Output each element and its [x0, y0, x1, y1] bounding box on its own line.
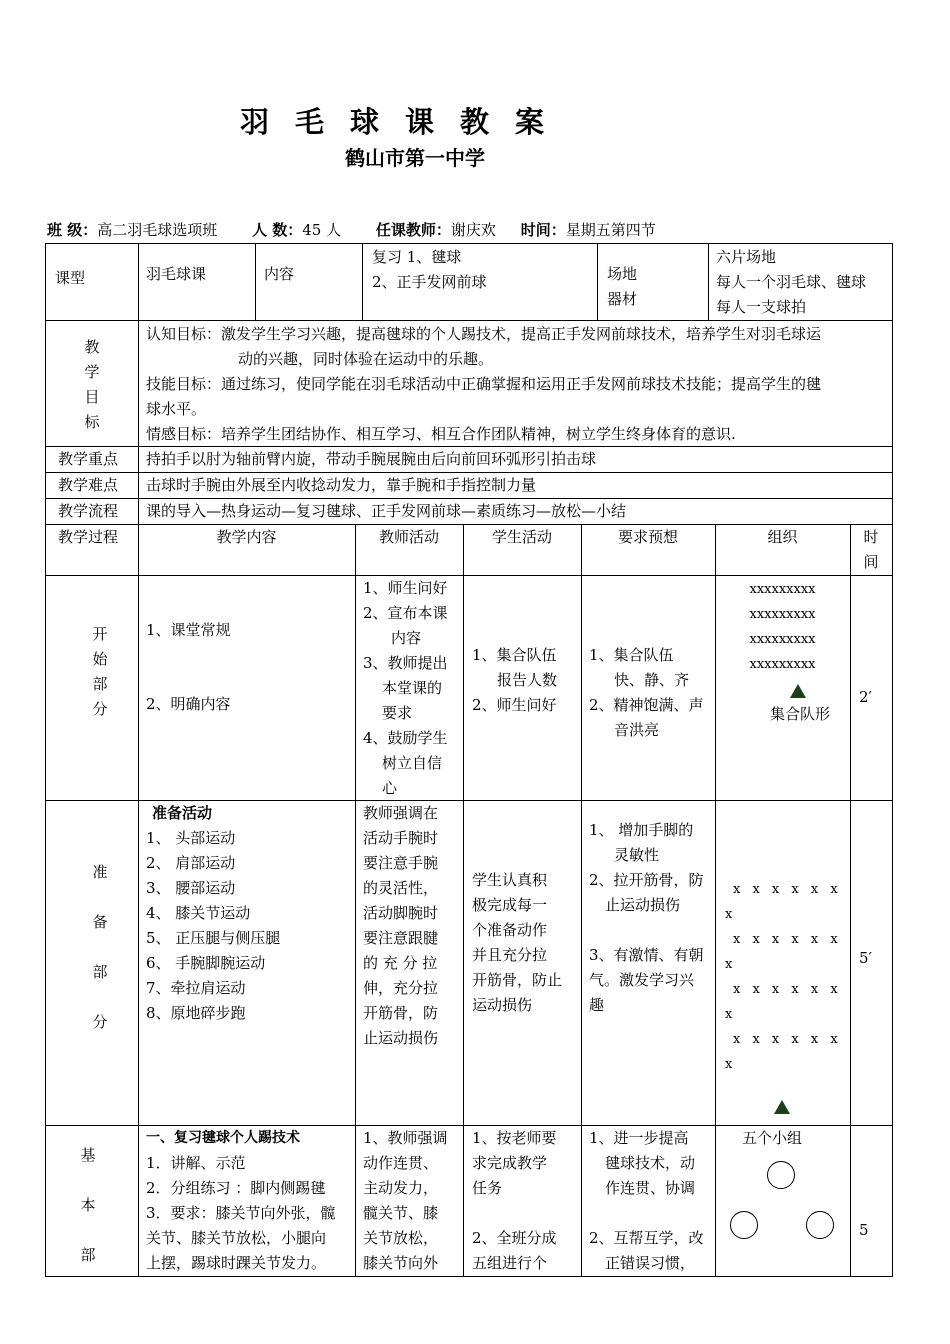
warmup-item: 6、 手腕脚腕运动	[146, 954, 266, 972]
student-line: 运动损伤	[472, 996, 533, 1014]
expect-line: 止运动损伤	[605, 896, 681, 914]
student-line: 1、集合队伍	[472, 646, 557, 664]
student-line: 极完成每一	[472, 896, 548, 914]
expect-line: 2、精神饱满、声	[589, 696, 704, 714]
expect-line: 趣	[589, 996, 605, 1014]
skill-goal-cont: 球水平。	[146, 400, 207, 418]
section-time: 5	[859, 1221, 869, 1239]
expect-line: 作连贯、协调	[605, 1179, 696, 1197]
expect-line: 气。激发学习兴	[589, 971, 695, 989]
groups-caption: 五个小组	[742, 1129, 803, 1147]
formation-row: x x x x x x	[733, 1032, 842, 1047]
content-item-1: 复习 1、毽球	[372, 248, 462, 266]
group-circle-icon	[767, 1161, 795, 1189]
table-border	[255, 243, 256, 320]
table-border	[850, 524, 851, 1276]
count-label: 人 数：	[252, 221, 303, 239]
basic-title: 一、复习毽球个人踢技术	[146, 1130, 300, 1146]
teacher-line: 膝关节向外	[363, 1254, 439, 1272]
section-name-char: 备	[92, 913, 108, 931]
table-border	[138, 320, 139, 524]
group-circle-icon	[730, 1211, 758, 1239]
student-line: 报告人数	[497, 671, 558, 689]
formation-row: x	[725, 1057, 733, 1072]
emotion-goal: 情感目标：培养学生团结协作、相互学习、相互合作团队精神，树立学生终身体育的意识.	[146, 425, 736, 443]
section-time: 5′	[859, 949, 872, 967]
teacher-line: 的 充 分 拉	[363, 954, 438, 972]
count-value: 45 人	[302, 221, 342, 239]
key-point-text: 持拍手以肘为轴前臂内旋，带动手腕展腕由后向前回环弧形引拍击球	[146, 450, 597, 468]
class-info-line	[47, 219, 656, 240]
basic-item: 上摆，踢球时踝关节发力。	[146, 1254, 327, 1272]
start-content-2: 2、明确内容	[146, 695, 231, 713]
section-name-char: 准	[92, 863, 108, 881]
teacher-line: 伸，充分拉	[363, 979, 439, 997]
header-expect: 要求预想	[617, 528, 678, 546]
table-border	[138, 524, 139, 1276]
start-content-1: 1、课堂常规	[146, 621, 231, 639]
school-name: 鹤山市第一中学	[345, 146, 485, 170]
table-border	[45, 320, 893, 321]
formation-row: xxxxxxxxx	[749, 607, 816, 622]
student-line: 求完成教学	[472, 1154, 548, 1172]
teacher-line: 开筋骨，防	[363, 1004, 439, 1022]
teacher-line: 内容	[391, 629, 422, 647]
equipment-value-1: 每人一个羽毛球、毽球	[716, 273, 867, 291]
expect-line: 毽球技术，动	[605, 1154, 696, 1172]
warmup-item: 3、 腰部运动	[146, 879, 236, 897]
student-line: 开筋骨，防止	[472, 971, 563, 989]
teacher-line: 活动脚腕时	[363, 904, 439, 922]
basic-item: 3．要求：膝关节向外张，髋	[146, 1204, 336, 1222]
teacher-line: 要求	[382, 704, 413, 722]
teacher-line: 止运动损伤	[363, 1029, 439, 1047]
teacher-label: 任课教师：	[375, 221, 451, 239]
warmup-title: 准备活动	[152, 804, 213, 822]
expect-line: 音洪亮	[614, 721, 660, 739]
teacher-line: 动作连贯、	[363, 1154, 439, 1172]
formation-row: x x x x x x	[733, 982, 842, 997]
teacher-line: 1、教师强调	[363, 1129, 448, 1147]
student-line: 个准备动作	[472, 921, 548, 939]
section-name-char: 分	[92, 1013, 108, 1031]
header-time: 间	[863, 553, 879, 571]
section-name-char: 基	[80, 1146, 96, 1164]
table-border	[892, 243, 893, 1277]
section-name-char: 分	[92, 700, 108, 718]
header-teacher: 教师活动	[378, 528, 439, 546]
warmup-item: 8、原地碎步跑	[146, 1004, 246, 1022]
formation-row: x x x x x x	[733, 882, 842, 897]
section-name-char: 始	[92, 650, 108, 668]
teacher-line: 心	[382, 779, 398, 797]
basic-item: 1．讲解、示范	[146, 1154, 246, 1172]
formation-row: x	[725, 907, 733, 922]
teacher-line: 主动发力，	[363, 1179, 439, 1197]
teacher-line: 2、宣布本课	[363, 604, 448, 622]
teacher-position-icon	[790, 684, 806, 698]
student-line: 2、全班分成	[472, 1229, 557, 1247]
expect-line: 1、 增加手脚的	[589, 821, 694, 839]
warmup-item: 1、 头部运动	[146, 829, 236, 847]
lesson-type-label: 课型	[55, 269, 86, 287]
content-label: 内容	[264, 265, 295, 283]
expect-line: 3、有激情、有朝	[589, 946, 704, 964]
goals-label-char: 目	[84, 388, 100, 406]
warmup-item: 7、牵拉肩运动	[146, 979, 246, 997]
venue-value: 六片场地	[716, 248, 777, 266]
teacher-line: 1、师生问好	[363, 579, 448, 597]
expect-line: 正错误习惯，	[605, 1254, 696, 1272]
formation-row: x	[725, 957, 733, 972]
basic-item: 2．分组练习 ：脚内侧踢毽	[146, 1179, 326, 1197]
table-border	[355, 524, 356, 1276]
group-circle-icon	[806, 1211, 834, 1239]
section-name-char: 部	[80, 1246, 96, 1264]
key-point-label: 教学重点	[58, 450, 119, 468]
header-process: 教学过程	[58, 528, 119, 546]
header-org: 组织	[767, 528, 798, 546]
formation-row: xxxxxxxxx	[749, 657, 816, 672]
table-border	[45, 243, 893, 244]
skill-goal: 技能目标：通过练习，使同学能在羽毛球活动中正确掌握和运用正手发网前球技术技能；提高学生的毽	[146, 375, 822, 393]
section-name-char: 本	[80, 1196, 96, 1214]
header-time: 时	[863, 528, 879, 546]
student-line: 五组进行个	[472, 1254, 548, 1272]
expect-line: 1、集合队伍	[589, 646, 674, 664]
warmup-item: 5、 正压腿与侧压腿	[146, 929, 281, 947]
teacher-line: 活动手腕时	[363, 829, 439, 847]
goals-label-char: 标	[84, 413, 100, 431]
teacher-line: 3、教师提出	[363, 654, 448, 672]
teacher-line: 关节放松，	[363, 1229, 439, 1247]
difficulty-label: 教学难点	[58, 476, 119, 494]
expect-line: 2、互帮互学，改	[589, 1229, 704, 1247]
section-name-char: 部	[92, 963, 108, 981]
expect-line: 灵敏性	[614, 846, 660, 864]
venue-label: 场地	[607, 265, 638, 283]
table-border	[597, 243, 598, 320]
time-label: 时间：	[520, 221, 566, 239]
teacher-position-icon	[774, 1100, 790, 1114]
time-value: 星期五第四节	[565, 221, 656, 239]
teacher-line: 树立自信	[382, 754, 443, 772]
cognitive-goal: 认知目标：激发学生学习兴趣，提高毽球的个人踢技术，提高正手发网前球技术，培养学生对羽毛球运	[146, 325, 822, 343]
lesson-type-value: 羽毛球课	[146, 265, 207, 283]
table-border	[362, 243, 363, 320]
basic-item: 关节、膝关节放松，小腿向	[146, 1229, 327, 1247]
formation-row: xxxxxxxxx	[749, 582, 816, 597]
teacher-line: 本堂课的	[382, 679, 443, 697]
table-border	[463, 524, 464, 1276]
content-item-2: 2、正手发网前球	[372, 273, 487, 291]
table-border	[581, 524, 582, 1276]
student-line: 任务	[472, 1179, 503, 1197]
teacher-line: 要注意手腕	[363, 854, 439, 872]
section-name-char: 部	[92, 675, 108, 693]
header-student: 学生活动	[491, 528, 552, 546]
equipment-label: 器材	[607, 290, 638, 308]
table-border	[138, 243, 139, 320]
section-name-char: 开	[92, 625, 108, 643]
student-line: 2、师生问好	[472, 696, 557, 714]
class-label: 班 级：	[47, 221, 98, 239]
flow-label: 教学流程	[58, 502, 119, 520]
student-line: 并且充分拉	[472, 946, 548, 964]
document-title: 羽毛球课教案	[239, 105, 570, 139]
table-border	[45, 243, 46, 1277]
teacher-line: 髋关节、膝	[363, 1204, 439, 1222]
header-content: 教学内容	[216, 528, 277, 546]
table-border	[45, 1276, 893, 1277]
expect-line: 2、拉开筋骨，防	[589, 871, 704, 889]
teacher-line: 要注意跟腱	[363, 929, 439, 947]
warmup-item: 4、 膝关节运动	[146, 904, 251, 922]
expect-line: 1、进一步提高	[589, 1129, 689, 1147]
goals-label-char: 学	[84, 363, 100, 381]
teacher-line: 的灵活性，	[363, 879, 439, 897]
teacher-value: 谢庆欢	[450, 221, 496, 239]
formation-caption: 集合队形	[769, 705, 830, 723]
flow-text: 课的导入—热身运动—复习毽球、正手发网前球—素质练习—放松—小结	[146, 502, 627, 520]
student-line: 1、按老师要	[472, 1129, 557, 1147]
table-border	[45, 575, 893, 576]
warmup-item: 2、 肩部运动	[146, 854, 236, 872]
goals-label-char: 教	[84, 338, 100, 356]
expect-line: 快、静、齐	[614, 671, 690, 689]
class-value: 高二羽毛球选项班	[97, 221, 218, 239]
teacher-line: 4、鼓励学生	[363, 729, 448, 747]
section-time: 2′	[859, 688, 872, 706]
formation-row: xxxxxxxxx	[749, 632, 816, 647]
student-line: 学生认真积	[472, 871, 548, 889]
table-border	[708, 243, 709, 320]
difficulty-text: 击球时手腕由外展至内收捻动发力，靠手腕和手指控制力量	[146, 476, 537, 494]
formation-row: x x x x x x	[733, 932, 842, 947]
cognitive-goal-cont: 动的兴趣，同时体验在运动中的乐趣。	[238, 350, 494, 368]
equipment-value-2: 每人一支球拍	[716, 298, 807, 316]
formation-row: x	[725, 1007, 733, 1022]
teacher-line: 教师强调在	[363, 804, 439, 822]
